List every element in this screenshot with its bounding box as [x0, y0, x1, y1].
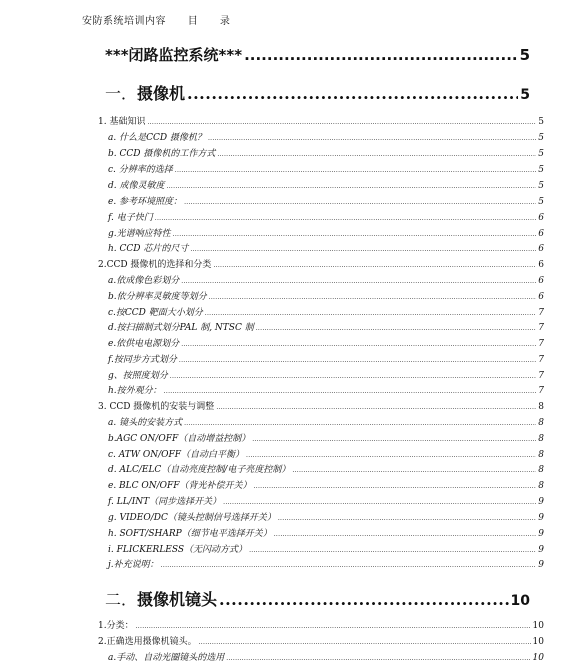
- toc-entry-label: b.AGC ON/OFF（自动增益控制）: [108, 434, 251, 444]
- toc-entry-label: f.按同步方式划分: [108, 355, 177, 365]
- toc-entry[interactable]: [108, 368, 544, 381]
- dot-leader: [246, 450, 536, 460]
- toc-entry[interactable]: [108, 431, 544, 444]
- toc-entry[interactable]: [108, 241, 544, 254]
- toc-entry[interactable]: [108, 383, 544, 396]
- dot-leader: [254, 481, 537, 491]
- toc-entry-page-number: 6: [538, 229, 544, 239]
- dot-leader: [190, 244, 536, 254]
- dot-leader: [170, 371, 537, 381]
- toc-entry-label: 2.正确选用摄像机镜头。: [98, 637, 197, 647]
- dot-leader: [187, 84, 518, 103]
- toc-entry-label: ***闭路监控系统***: [105, 46, 243, 64]
- dot-leader: [179, 355, 536, 365]
- toc-entry-label: 1. 基础知识: [98, 117, 146, 127]
- dot-leader: [155, 213, 537, 223]
- toc-entry[interactable]: [98, 257, 544, 270]
- toc-entry-page-number: 5: [538, 149, 544, 159]
- toc-entry-label: a.依成像色彩划分: [108, 276, 180, 286]
- toc-entry-page-number: 10: [532, 637, 544, 647]
- toc-entry[interactable]: [98, 399, 544, 412]
- dot-leader: [278, 513, 536, 523]
- toc-entry-page-number: 5: [520, 87, 530, 103]
- toc-entry-page-number: 5: [538, 117, 544, 127]
- dot-leader: [175, 165, 537, 175]
- toc-entry-page-number: 7: [538, 339, 544, 349]
- toc-entry[interactable]: [108, 336, 544, 349]
- toc-entry[interactable]: [108, 226, 544, 239]
- toc-entry-label: 1.分类：: [98, 621, 134, 631]
- toc-entry-page-number: 6: [538, 292, 544, 302]
- dot-leader: [181, 339, 536, 349]
- toc-entry-label: d. ALC/ELC（自动亮度控制/电子亮度控制）: [108, 465, 291, 475]
- toc-entry-page-number: 8: [538, 434, 544, 444]
- toc-entry-label: a.手动、自动光圈镜头的选用: [108, 653, 225, 663]
- dot-leader: [205, 308, 537, 318]
- toc-entry-label: j.补充说明：: [108, 560, 159, 570]
- toc-entry-page-number: 7: [538, 308, 544, 318]
- toc-entry[interactable]: [98, 634, 544, 647]
- toc-entry[interactable]: [108, 273, 544, 286]
- toc-entry-page-number: 10: [510, 593, 530, 609]
- toc-entry[interactable]: [108, 194, 544, 207]
- dot-leader: [249, 545, 536, 555]
- toc-entry-label: i. FLICKERLESS（无闪动方式）: [108, 545, 248, 555]
- toc-entry-label: c.按CCD 靶面大小划分: [108, 308, 203, 318]
- dot-leader: [136, 621, 531, 631]
- toc-entry-page-number: 5: [538, 181, 544, 191]
- toc-entry-label: c. 分辨率的选择: [108, 165, 173, 175]
- toc-entry-label: c. ATW ON/OFF（自动白平衡）: [108, 450, 245, 460]
- header-title: 安防系统培训内容: [82, 16, 166, 27]
- toc-entry-label: g.光谱响应特性: [108, 229, 171, 239]
- toc-entry-page-number: 9: [538, 560, 544, 570]
- toc-entry-page-number: 10: [532, 621, 544, 631]
- toc-entry[interactable]: [108, 130, 544, 143]
- toc-entry-page-number: 8: [538, 418, 544, 428]
- dot-leader: [256, 323, 537, 333]
- toc-entry[interactable]: [108, 305, 544, 318]
- toc-entry-page-number: 7: [538, 371, 544, 381]
- toc-entry[interactable]: [108, 162, 544, 175]
- dot-leader: [252, 434, 536, 444]
- toc-entry-page-number: 9: [538, 513, 544, 523]
- toc-entry[interactable]: [108, 447, 544, 460]
- toc-entry-page-number: 7: [538, 386, 544, 396]
- toc-entry[interactable]: [108, 178, 544, 191]
- toc-entry-label: f. 电子快门: [108, 213, 153, 223]
- dot-leader: [274, 529, 537, 539]
- toc-entry-label: [105, 587, 217, 610]
- toc-entry-number: 二．: [105, 590, 138, 609]
- toc-entry-page-number: 6: [538, 213, 544, 223]
- toc-entry-label: e.依供电电源划分: [108, 339, 180, 349]
- toc-entry-label: e. BLC ON/OFF（背光补偿开关）: [108, 481, 252, 491]
- toc-entry[interactable]: [108, 478, 544, 491]
- toc-entry-label: e. 参考环境照度：: [108, 197, 183, 207]
- header-lu: 录: [219, 16, 231, 27]
- toc-entry[interactable]: [98, 114, 544, 127]
- dot-leader: [219, 590, 508, 609]
- toc-entry[interactable]: [105, 44, 530, 65]
- toc-entry[interactable]: [108, 557, 544, 570]
- toc-entry-page-number: 8: [538, 450, 544, 460]
- header-mu: 目: [187, 16, 199, 27]
- toc-entry-number: 一．: [105, 84, 138, 103]
- toc-entry-label: h.按外观分：: [108, 386, 162, 396]
- page-header: [82, 12, 248, 27]
- dot-leader: [181, 276, 536, 286]
- dot-leader: [223, 497, 536, 507]
- toc-entry-page-number: 5: [519, 46, 530, 64]
- toc-entry-label: b.依分辨率灵敏度等划分: [108, 292, 207, 302]
- toc-entry-page-number: 8: [538, 402, 544, 412]
- toc-entry-page-number: 9: [538, 545, 544, 555]
- toc-entry[interactable]: [108, 510, 544, 523]
- toc-entry-label: [105, 81, 185, 104]
- dot-leader: [184, 197, 536, 207]
- toc-entry-title: 摄像机镜头: [137, 590, 218, 609]
- toc-entry-page-number: 5: [538, 165, 544, 175]
- toc-entry[interactable]: [108, 650, 544, 663]
- toc-entry-label: d. 成像灵敏度: [108, 181, 165, 191]
- toc-entry-page-number: 6: [538, 276, 544, 286]
- toc-entry-label: g、按照度划分: [108, 371, 168, 381]
- toc-entry-page-number: 5: [538, 133, 544, 143]
- toc-entry[interactable]: [108, 462, 544, 475]
- toc-entry[interactable]: [108, 415, 544, 428]
- toc-entry[interactable]: [108, 289, 544, 302]
- dot-leader: [244, 46, 517, 64]
- toc-entry-page-number: 6: [538, 244, 544, 254]
- dot-leader: [209, 292, 537, 302]
- toc-entry-title: 摄像机: [137, 84, 186, 103]
- toc-entry[interactable]: [108, 352, 544, 365]
- toc-entry-page-number: 9: [538, 497, 544, 507]
- toc-entry-page-number: 10: [532, 653, 544, 663]
- toc-entry-page-number: 5: [538, 197, 544, 207]
- toc-entry-label: a. 什么是CCD 摄像机？: [108, 133, 206, 143]
- dot-leader: [199, 637, 531, 647]
- toc-entry[interactable]: [108, 320, 544, 333]
- dot-leader: [292, 465, 536, 475]
- toc-entry[interactable]: [108, 494, 544, 507]
- toc-entry-label: 2.CCD 摄像机的选择和分类: [98, 260, 212, 270]
- toc-entry[interactable]: [108, 526, 544, 539]
- toc-entry-label: 3. CCD 摄像机的安装与调整: [98, 402, 215, 412]
- dot-leader: [208, 133, 536, 143]
- toc-entry[interactable]: [108, 542, 544, 555]
- dot-leader: [147, 117, 536, 127]
- dot-leader: [166, 181, 536, 191]
- toc-entry-page-number: 9: [538, 529, 544, 539]
- toc-entry-label: a. 镜头的安装方式: [108, 418, 183, 428]
- toc-entry-label: d.按扫描制式划分PAL 制, NTSC 制: [108, 323, 254, 333]
- toc-entry-label: f. LL/INT（同步选择开关）: [108, 497, 222, 507]
- toc-entry[interactable]: [98, 618, 544, 631]
- toc-entry-page-number: 8: [538, 465, 544, 475]
- toc-entry-page-number: 7: [538, 355, 544, 365]
- dot-leader: [184, 418, 536, 428]
- dot-leader: [213, 260, 536, 270]
- dot-leader: [173, 229, 537, 239]
- toc-entry-page-number: 6: [538, 260, 544, 270]
- dot-leader: [216, 402, 536, 412]
- toc-entry-label: h. SOFT/SHARP（细节电平选择开关）: [108, 529, 272, 539]
- toc-entry[interactable]: [105, 81, 530, 104]
- toc-entry-label: b. CCD 摄像机的工作方式: [108, 149, 216, 159]
- dot-leader: [161, 560, 537, 570]
- toc-entry[interactable]: [105, 587, 530, 610]
- toc-entry-page-number: 8: [538, 481, 544, 491]
- dot-leader: [164, 386, 537, 396]
- toc-entry-label: h. CCD 芯片的尺寸: [108, 244, 189, 254]
- dot-leader: [217, 149, 536, 159]
- toc-entry-page-number: 7: [538, 323, 544, 333]
- toc-entry[interactable]: [108, 210, 544, 223]
- toc-entry-label: g. VIDEO/DC（镜头控制信号选择开关）: [108, 513, 276, 523]
- toc-entry[interactable]: [108, 146, 544, 159]
